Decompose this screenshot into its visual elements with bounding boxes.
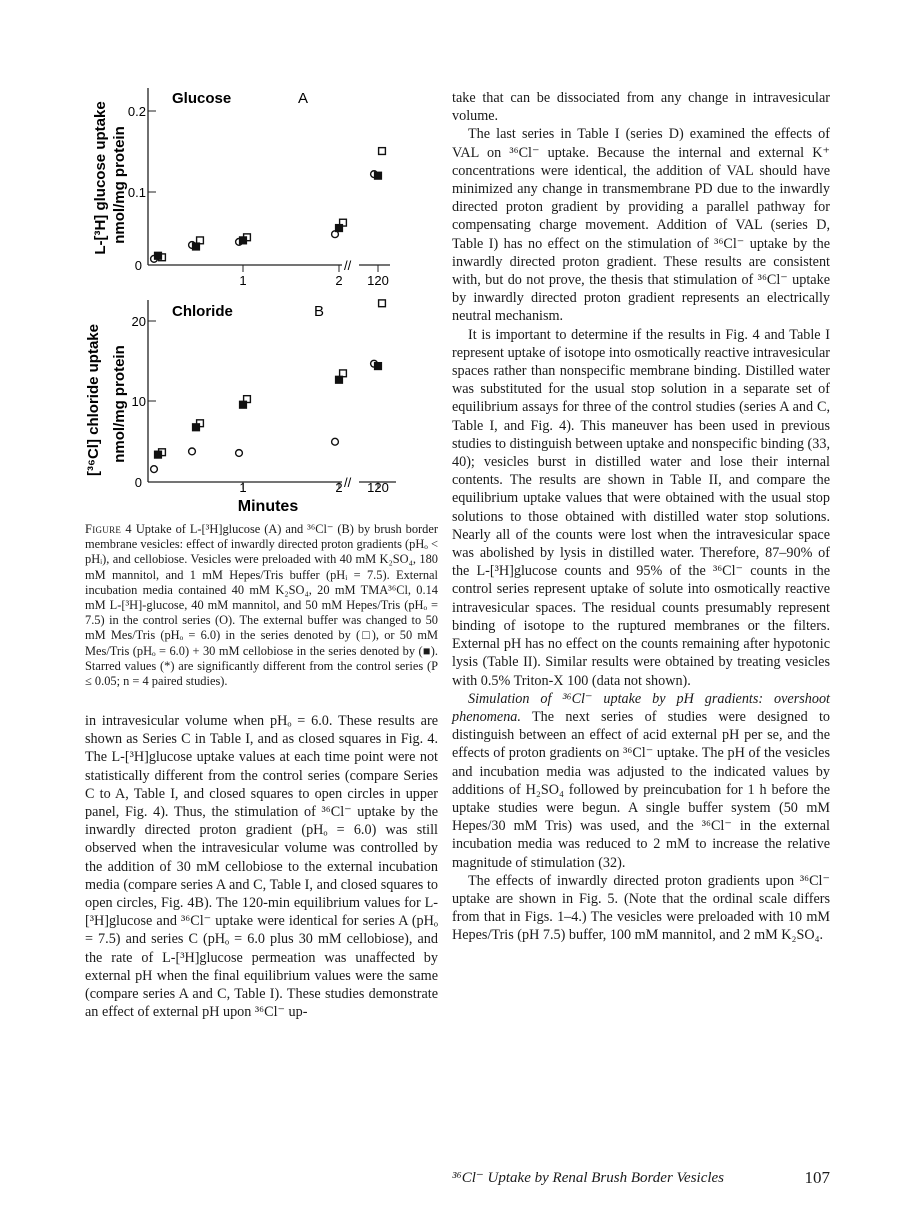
running-title: ³⁶Cl⁻ Uptake by Renal Brush Border Vesicles — [452, 1170, 725, 1186]
panel-b-xtick-label-120: 120 — [367, 480, 389, 495]
panel-a-label: A — [298, 90, 309, 107]
panel-b-title: Chloride — [172, 303, 233, 320]
panel-a-ytick-label-1: 0.1 — [127, 185, 146, 200]
panel-b-axis-break: // — [344, 475, 352, 490]
glucose-point-open-square — [379, 148, 386, 155]
glucose-point-closed-square — [193, 243, 200, 250]
caption-text: Uptake of L-[³H]glucose (A) and ³⁶Cl⁻ (B) by brush border membrane vesicles: effect of inwardly directed proton gradients (pHₒ < pHᵢ), and cellobiose. Vesicles were preloaded with 40 mM K₂SO₄, 180 mM mannitol, and 1 mM Hepes/Tris buffer (pHᵢ = 7.5). External incubation media contained 40 mM K₂SO₄, 20 mM TMA³⁶Cl, 0.14 mM L-[³H]-glucose, 40 mM mannitol, and 50 mM Hepes/Tris (pHₒ = 7.5) in the control series (O). The external buffer was changed to 50 mM Mes/Tris (pHₒ = 6.0) in the series denoted by (□), or 50 mM Mes/Tris (pHₒ = 6.0) + 30 mM cellobiose in the series denoted by (■). Starred values (*) are significantly different from the control series (P ≤ 0.05; n = 4 paired studies). — [85, 522, 438, 689]
left-column — [85, 712, 438, 1021]
panel-a-xtick-label-1: 1 — [239, 273, 247, 288]
body-paragraph: The effects of inwardly directed proton gradients upon ³⁶Cl⁻ uptake are shown in Fig. 5. (Note that the ordinal scale differs from that in Figs. 1–4.) The vesicles were preloaded with 10 mM Hepes/Tris (pH 7.5) buffer, 100 mM mannitol, and 2 mM K₂SO₄. — [452, 872, 830, 944]
panel-b-ylabel-units: nmol/mg protein — [111, 345, 128, 463]
chloride-point-closed-square — [155, 451, 162, 458]
panel-a-title: Glucose — [172, 90, 232, 107]
chloride-point-open-circle — [151, 466, 158, 473]
glucose-point-closed-square — [155, 252, 162, 259]
caption-figure-label: Figure 4 — [85, 522, 132, 536]
panel-b-label: B — [314, 303, 325, 320]
panel-a-ytick-label-2: 0.2 — [127, 104, 146, 119]
panel-a-ytick-label-0: 0 — [134, 258, 142, 273]
glucose-point-closed-square — [336, 225, 343, 232]
panel-a-ylabel: L-[³H] glucose uptake — [92, 101, 109, 255]
section-run-in-heading: Simulation of ³⁶Cl⁻ uptake by pH gradients: overshoot phenomena. — [452, 690, 830, 725]
figure-caption — [85, 522, 438, 689]
chloride-point-closed-square — [240, 401, 247, 408]
panel-a-data-marks — [151, 148, 386, 263]
chloride-point-open-circle — [236, 450, 243, 457]
body-paragraph — [452, 690, 830, 872]
chloride-point-closed-square — [193, 424, 200, 431]
body-paragraph: It is important to determine if the results in Fig. 4 and Table I represent uptake of isotope into osmotically reactive intravesicular spaces rather than nonspecific membrane binding. Distilled water was substituted for the usual stop solution in a separate set of equilibrium assays for three of the control studies (series A and C, Table I, and Fig. 4). This maneuver has been used in previous studies to distinguish between uptake and nonspecific binding (33, 40); vesicles burst in distilled water and lose their internal contents. The results are shown in Table II, and compare the equilibrium uptake values that were obtained with the usual stop solutions to those obtained with distilled water stop solutions. Nearly all of the counts were lost when the intravesicular space was abolished by lysis in distilled water. Therefore, 87–90% of the L-[³H]glucose counts and 95% of the ³⁶Cl⁻ counts in the control series represent uptake of solute into osmotically reactive intravesicular spaces. The residual counts presumably represent binding of isotope to the ruptured membranes or the filters. External pH has no effect on the counts remaining after hypotonic lysis (Table II). Similar results were obtained by treating vesicles with 0.5% Triton-X 100 (data not shown). — [452, 326, 830, 689]
chloride-point-closed-square — [375, 363, 382, 370]
panel-b-ytick-label-2: 20 — [131, 314, 146, 329]
body-paragraph: take that can be dissociated from any change in intravesicular volume. — [452, 90, 830, 125]
chloride-point-closed-square — [336, 376, 343, 383]
chloride-point-open-square — [379, 300, 386, 307]
right-column — [452, 89, 830, 945]
panel-b-ytick-label-1: 10 — [131, 394, 146, 409]
panel-b-ytick-label-0: 0 — [134, 475, 142, 490]
panel-a — [92, 88, 390, 288]
glucose-point-closed-square — [375, 172, 382, 179]
panel-b-xlabel: Minutes — [237, 498, 299, 515]
body-paragraph: in intravesicular volume when pHₒ = 6.0. These results are shown as Series C in Table I, and as closed squares in Fig. 4. The L-[³H]glucose uptake values at each time point were not statistically different from the control series (compare Series C to A, Table I, and closed squares to open circles in upper panel, Fig. 4). Thus, the stimulation of ³⁶Cl⁻ uptake by the inwardly directed proton gradient (pHₒ = 6.0) was still observed when the intravesicular volume was controlled by the addition of 30 mM cellobiose to the external incubation media (compare series A and C, Table I, and closed squares to open circles, Fig. 4B). The 120-min equilibrium values for L-[³H]glucose and ³⁶Cl⁻ uptake were identical for series A (pHₒ = 7.5) and series C (pHₒ = 6.0 plus 30 mM cellobiose), and the rate of L-[³H]glucose permeation was unaffected by external pH when the final equilibrium values were the same (compare series A and C, Table I). These studies demonstrate an effect of external pH upon ³⁶Cl⁻ up- — [85, 713, 438, 1021]
panel-a-axis-break: // — [344, 258, 352, 273]
panel-a-xtick-label-120: 120 — [367, 273, 389, 288]
panel-b-data-marks — [151, 300, 386, 473]
panel-b-xtick-label-1: 1 — [239, 480, 247, 495]
panel-a-ylabel-units: nmol/mg protein — [111, 126, 128, 244]
page-number: 107 — [804, 1168, 830, 1187]
panel-b — [85, 300, 396, 515]
glucose-point-closed-square — [240, 237, 247, 244]
section-paragraph-body: The next series of studies were designed to distinguish between an effect of acid external pH per se, and the effects of proton gradients on ³⁶Cl⁻ uptake. The pH of the vesicles and incubation media was adjusted to the indicated values by additions of H₂SO₄ followed by preincubation for 1 h before the uptake studies were begun. A single buffer system (50 mM Hepes/30 mM Tris) was used, and the ³⁶Cl⁻ in the external incubation media was reduced to 2 mM to increase the relative magnitude of stimulation (32). — [452, 708, 830, 871]
panel-a-xtick-label-2: 2 — [335, 273, 343, 288]
body-paragraph: The last series in Table I (series D) examined the effects of VAL on ³⁶Cl⁻ uptake. Because the internal and external K⁺ concentrations were identical, the addition of VAL should have minimized any change in transmembrane PD due to the inwardly directed proton gradient by providing a parallel pathway for compensating charge movement. Addition of VAL (series D, Table I) has no effect on the stimulation of ³⁶Cl⁻ uptake by the inwardly directed proton gradient. These results are consistent with, but do not prove, the thesis that stimulation of ³⁶Cl⁻ uptake by inwardly directed proton gradient represents an electrically neutral mechanism. — [452, 126, 830, 325]
chloride-point-open-circle — [332, 438, 339, 445]
chloride-point-open-circle — [189, 448, 196, 455]
panel-b-xtick-label-2: 2 — [335, 480, 343, 495]
panel-b-ylabel: [³⁶Cl] chloride uptake — [85, 324, 102, 476]
